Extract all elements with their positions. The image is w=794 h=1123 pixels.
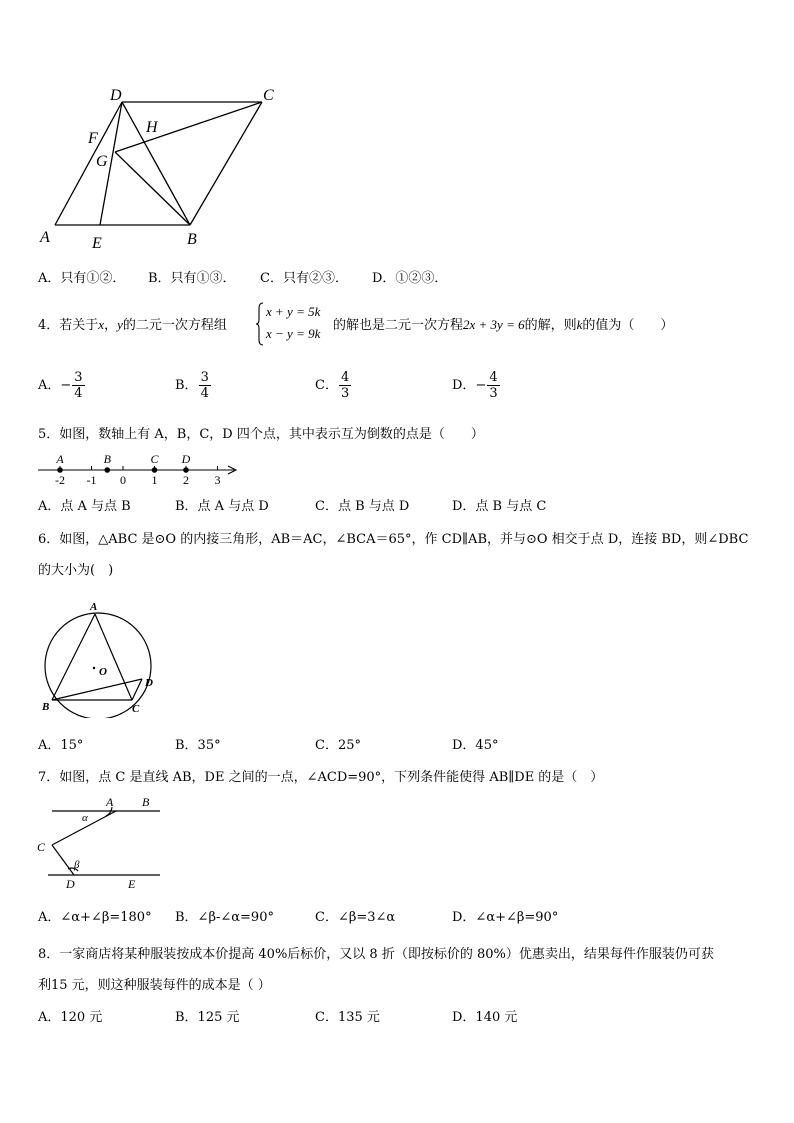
q5-option-b: B．点 A 与点 D bbox=[175, 499, 269, 514]
point-label: D bbox=[181, 452, 191, 466]
q4-option-b-fraction bbox=[199, 370, 211, 401]
q4-option-b bbox=[175, 370, 212, 401]
q4-stem-cont bbox=[333, 316, 673, 335]
q4-var-k: k bbox=[576, 317, 583, 332]
numerator: 4 bbox=[340, 370, 350, 385]
segment-ac bbox=[95, 614, 132, 700]
q5-option-c: C．点 B 与点 D bbox=[315, 499, 410, 514]
q4-comma: ， bbox=[104, 318, 118, 333]
segment-cd bbox=[52, 845, 74, 875]
denominator: 3 bbox=[489, 386, 498, 401]
q4-eq1: x + y = 5k bbox=[266, 304, 321, 319]
q4-mid3: 的解，则 bbox=[524, 318, 577, 333]
q4-stem bbox=[38, 316, 227, 335]
q7-option-d: D．∠α+∠β=90° bbox=[452, 910, 559, 925]
q4-option-c-label: C． bbox=[315, 378, 338, 393]
tick-label: -2 bbox=[55, 473, 65, 487]
q4-option-b-label: B． bbox=[175, 378, 198, 393]
label-h: H bbox=[146, 119, 158, 136]
q4-option-c bbox=[315, 370, 352, 401]
numerator: 3 bbox=[200, 370, 209, 385]
label-beta: β bbox=[74, 859, 80, 871]
point-label: A bbox=[56, 452, 64, 466]
numerator: 3 bbox=[74, 370, 83, 385]
denominator: 4 bbox=[200, 386, 209, 401]
label-e: E bbox=[92, 235, 102, 252]
q7-option-a: A．∠α+∠β=180° bbox=[38, 910, 152, 925]
q7-option-c: C．∠β=3∠α bbox=[315, 910, 396, 925]
label-d: D bbox=[110, 87, 122, 104]
segment-bc bbox=[190, 102, 262, 225]
q4-option-d-label: D． bbox=[452, 378, 476, 393]
label-g: G bbox=[96, 153, 108, 170]
numerator: 4 bbox=[489, 370, 498, 385]
label-a: A bbox=[90, 601, 98, 613]
label-c: C bbox=[37, 840, 46, 854]
q4-mid: 的二元一次方程组 bbox=[122, 318, 227, 333]
q4-mid2: 的解也是二元一次方程 bbox=[333, 318, 464, 333]
q4-option-a bbox=[38, 370, 86, 401]
tick-label: 3 bbox=[214, 473, 221, 487]
label-d: D bbox=[66, 877, 75, 891]
q3-option-d: D．①②③． bbox=[372, 271, 448, 286]
segment-ad bbox=[55, 102, 122, 225]
q4-option-a-fraction bbox=[72, 370, 84, 401]
label-b: B bbox=[142, 795, 150, 809]
q8-stem-line1: 8．一家商店将某种服装按成本价提高 40%后标价，又以 8 折（即按标价的 80%）优惠卖出，结果每件作服装仍可获 bbox=[38, 947, 714, 962]
q3-option-a: A．只有①②． bbox=[38, 271, 126, 286]
segment-gb bbox=[115, 152, 190, 225]
point-a bbox=[57, 467, 63, 473]
q6-stem-line1: 6．如图，△ABC 是⊙O 的内接三角形，AB＝AC，∠BCA＝65°，作 CD∥AB，并与⊙O 相交于点 D，连接 BD，则∠DBC bbox=[38, 532, 749, 547]
center-dot bbox=[93, 667, 95, 669]
q8-option-b: B．125 元 bbox=[175, 1010, 240, 1025]
q4-var-y: y bbox=[117, 317, 123, 332]
q3-figure bbox=[30, 80, 290, 255]
label-e: E bbox=[128, 877, 136, 891]
tick-label: 1 bbox=[151, 473, 158, 487]
q5-number-line bbox=[30, 452, 245, 492]
point-d bbox=[183, 467, 189, 473]
segment-bd bbox=[52, 679, 142, 700]
tick-label: 2 bbox=[183, 473, 189, 487]
q4-option-c-fraction bbox=[339, 370, 351, 401]
label-alpha: α bbox=[82, 812, 88, 824]
point-label: B bbox=[103, 452, 111, 466]
point-b bbox=[104, 467, 110, 473]
q3-option-b: B．只有①③． bbox=[148, 271, 236, 286]
q8-stem-line2: 利15 元，则这种服装每件的成本是（ ） bbox=[38, 978, 271, 993]
point-label: C bbox=[150, 452, 159, 466]
label-b: B bbox=[42, 701, 50, 713]
q6-option-b: B．35° bbox=[175, 738, 221, 753]
q4-eq2: x − y = 9k bbox=[266, 326, 321, 341]
q6-stem-line2: 的大小为( ) bbox=[38, 563, 114, 578]
q4-option-a-label: A． bbox=[38, 378, 61, 393]
q4-var-x: x bbox=[98, 317, 105, 332]
q7-stem: 7．如图，点 C 是直线 AB，DE 之间的一点，∠ACD=90°，下列条件能使得 AB∥DE 的是（ ） bbox=[38, 770, 604, 785]
q4-suffix: 的值为（ ） bbox=[582, 318, 674, 333]
q4-prefix: 4．若关于 bbox=[38, 318, 99, 333]
q6-option-a: A．15° bbox=[38, 738, 84, 753]
q5-option-d: D．点 B 与点 C bbox=[452, 499, 547, 514]
label-c: C bbox=[263, 87, 274, 104]
denominator: 3 bbox=[340, 386, 350, 401]
label-o: O bbox=[99, 666, 107, 678]
label-f: F bbox=[88, 130, 98, 147]
q4-option-d bbox=[452, 370, 501, 401]
q6-option-c: C．25° bbox=[315, 738, 361, 753]
q8-option-d: D．140 元 bbox=[452, 1010, 518, 1025]
tick-label: -1 bbox=[86, 473, 97, 487]
q7-figure bbox=[32, 793, 167, 895]
q4-option-d-sign: − bbox=[475, 378, 487, 393]
label-d: D bbox=[145, 677, 153, 689]
q5-stem: 5．如图，数轴上有 A，B，C，D 四个点，其中表示互为倒数的点是（ ） bbox=[38, 427, 484, 442]
point-c bbox=[152, 467, 158, 473]
q4-option-a-sign: − bbox=[60, 378, 72, 393]
q7-option-b: B．∠β-∠α=90° bbox=[175, 910, 274, 925]
q5-option-a: A．点 A 与点 B bbox=[38, 499, 131, 514]
tick-label: 0 bbox=[120, 473, 126, 487]
q8-option-c: C．135 元 bbox=[315, 1010, 380, 1025]
q4-option-d-fraction bbox=[487, 370, 499, 401]
q3-option-c: C．只有②③． bbox=[260, 271, 348, 286]
denominator: 4 bbox=[74, 386, 83, 401]
q8-option-a: A．120 元 bbox=[38, 1010, 103, 1025]
q6-figure bbox=[34, 598, 164, 718]
label-c: C bbox=[132, 703, 140, 715]
brace-icon bbox=[255, 302, 265, 346]
q4-eq3: 2x + 3y = 6 bbox=[463, 317, 525, 332]
label-a: A bbox=[106, 795, 114, 809]
q4-equation-system bbox=[255, 302, 335, 346]
label-b: B bbox=[187, 231, 197, 248]
q6-option-d: D．45° bbox=[452, 738, 499, 753]
segment-ab bbox=[52, 614, 95, 700]
segment-gc bbox=[115, 102, 262, 152]
label-a: A bbox=[40, 229, 50, 246]
